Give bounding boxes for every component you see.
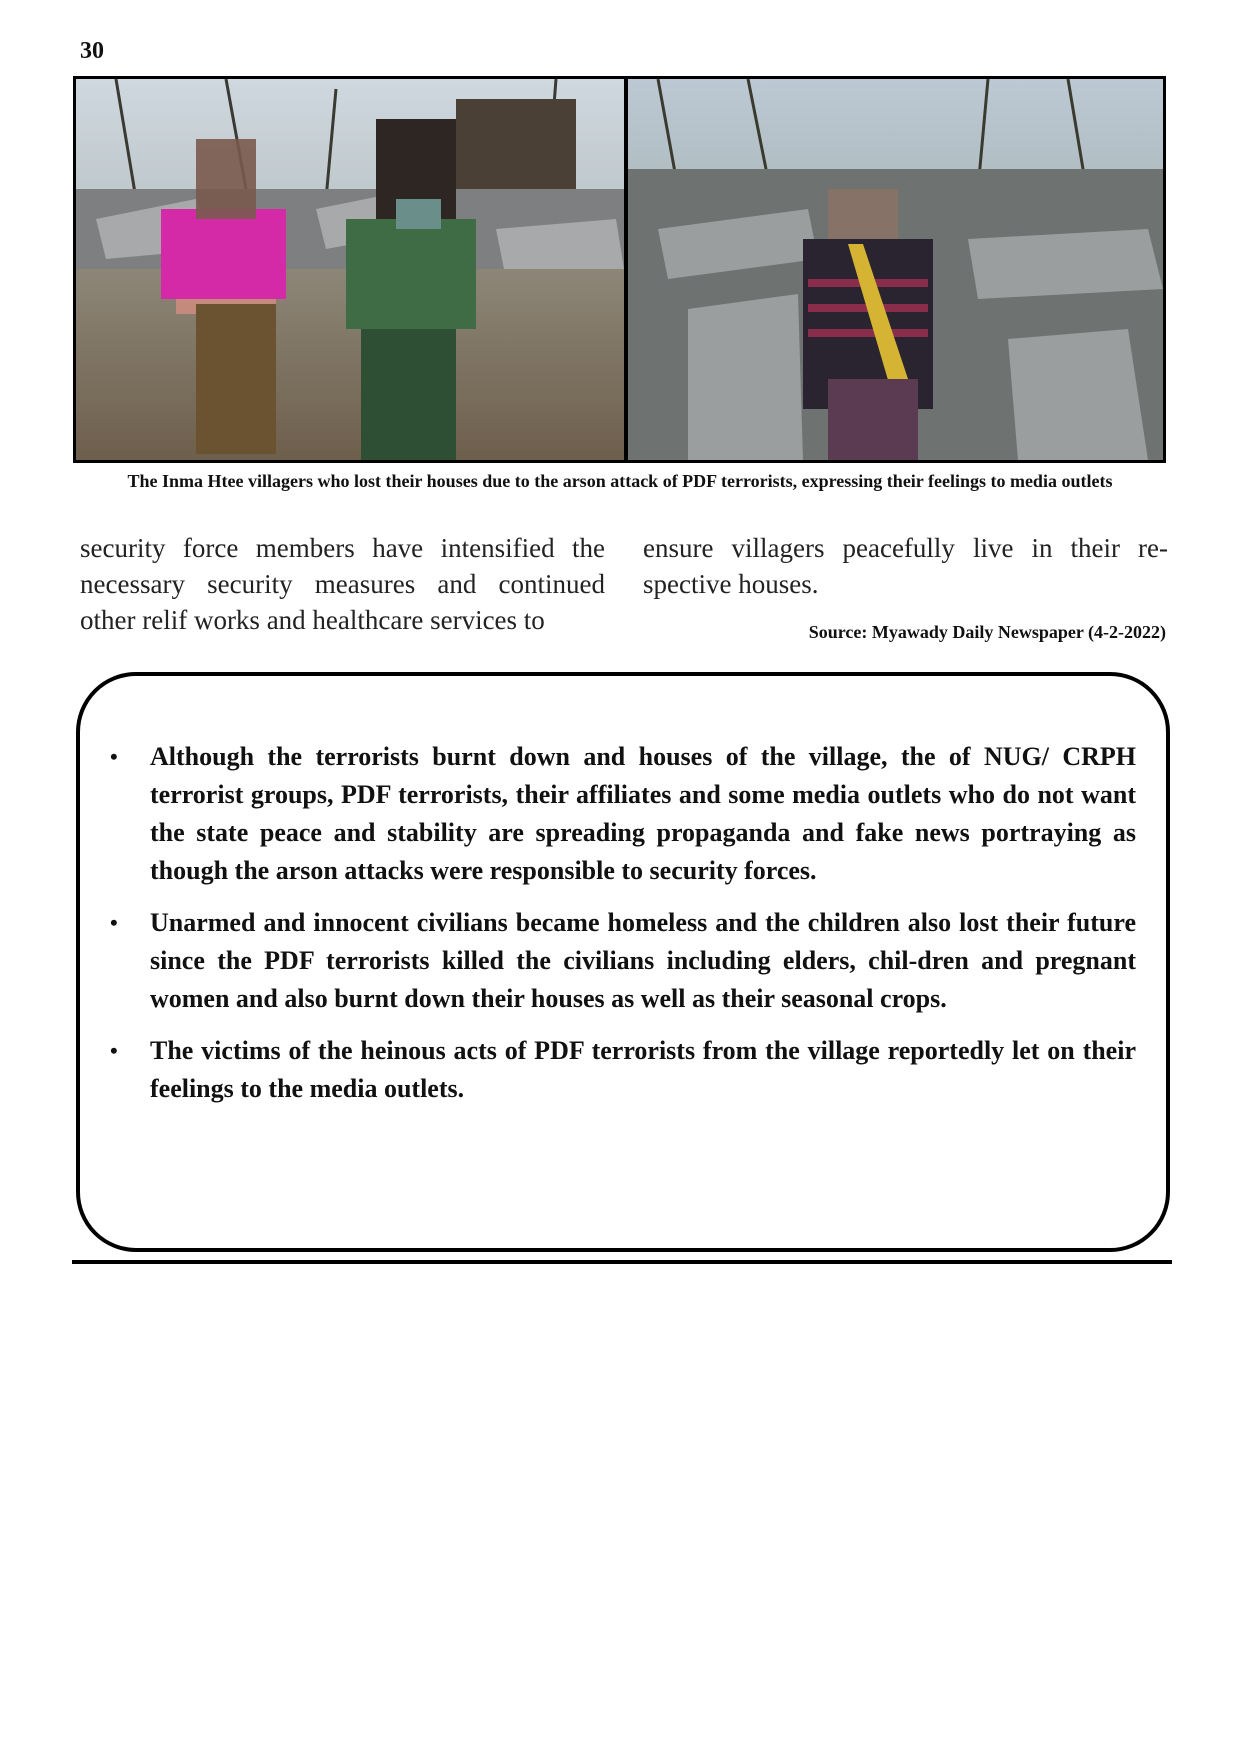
photo-villagers-pair — [76, 79, 628, 460]
highlight-text: Unarmed and innocent civilians became homeless and the children also lost their future since the PDF terrorists killed the civilians including elders, chil-dren and pregnant women and also burnt down their houses as well as their seasonal crops. — [150, 908, 1136, 1013]
photo-caption: The Inma Htee villagers who lost their houses due to the arson attack of PDF terrorists, expressing their feelings to media outlets — [127, 471, 1113, 491]
photo-frame — [73, 76, 1166, 463]
highlight-text: The victims of the heinous acts of PDF terrorists from the village reportedly let on their feelings to the media outlets. — [150, 1036, 1136, 1103]
source-citation: Source: Myawady Daily Newspaper (4-2-2022) — [808, 622, 1166, 642]
photo-villager-single — [628, 79, 1163, 460]
bottom-rule — [72, 1260, 1172, 1264]
body-text-left-column: security force members have intensified the necessary security measures and continued other relif works and healthcare services to — [80, 533, 605, 635]
photo-villagers-pair-image — [76, 79, 624, 460]
highlight-text: Although the terrorists burnt down and houses of the village, the of NUG/ CRPH terrorist groups, PDF terrorists, their affiliates and some media outlets who do not want the state peace and stability are spreading propaganda and fake news portraying as though the arson attacks were responsible to security forces. — [150, 742, 1136, 885]
highlight-item — [110, 738, 1136, 890]
page-number: 30 — [80, 38, 104, 64]
highlight-item — [110, 1032, 1136, 1108]
highlights-box — [76, 672, 1170, 1252]
photo-villager-single-image — [628, 79, 1163, 460]
body-text-right-column: ensure villagers peacefully live in their re-spective houses. — [643, 533, 1168, 599]
bullet-icon: • — [110, 1038, 118, 1063]
highlights-list — [110, 738, 1136, 1122]
bullet-icon: • — [110, 744, 118, 769]
highlight-item — [110, 904, 1136, 1018]
bullet-icon: • — [110, 910, 118, 935]
